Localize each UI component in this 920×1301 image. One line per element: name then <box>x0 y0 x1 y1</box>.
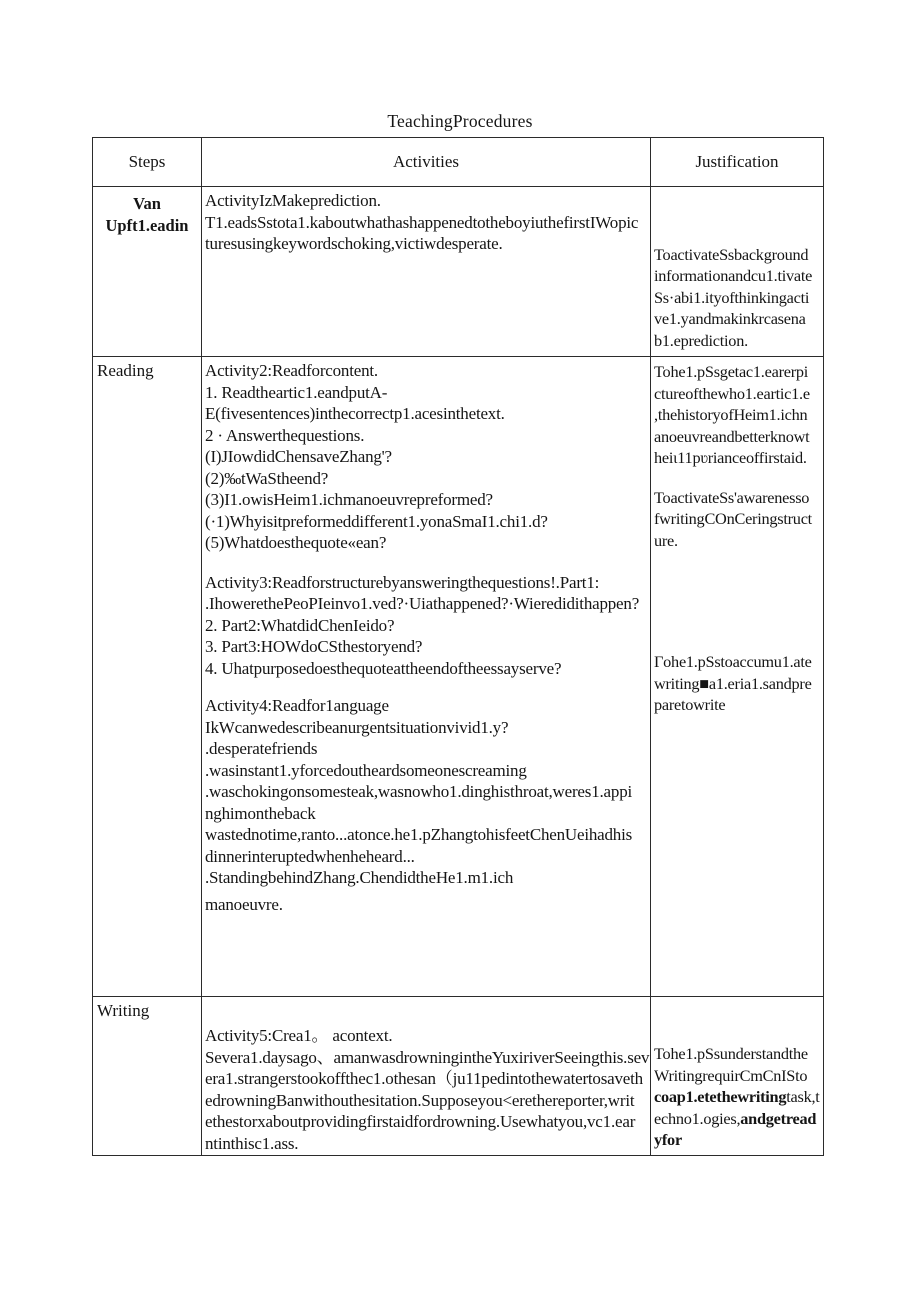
activities-cell-writing <box>202 997 651 1156</box>
text-line: turesusingkeywordschoking,victiwdesperate. <box>205 234 503 253</box>
step-cell-reading: Reading <box>93 357 202 997</box>
text-line: 2 · Answerthequestions. <box>205 425 365 445</box>
activity4-block <box>205 695 650 915</box>
text-line: ActivityIzMakeprediction. <box>205 191 381 210</box>
header-justification: Justification <box>651 138 824 187</box>
text-line: manoeuvre. <box>205 894 283 914</box>
text-line: ,thehistoryofHeim1.ichn <box>654 405 808 424</box>
text-line: Γohe1.pSstoaccumu1.ate <box>654 652 812 671</box>
text-line: 1. Readtheartic1.eandputA- <box>205 382 388 402</box>
text-line: ctureofthewho1.eartic1.e <box>654 383 810 403</box>
header-steps: Steps <box>93 138 202 187</box>
text-line: dinnerinteruptedwhenheheard... <box>205 846 415 866</box>
page-title: TeachingProcedures <box>387 111 533 131</box>
text-line: .IhowerethePeoPIeinvo1.ved?·Uiathappened?·Wieredidithappen? <box>205 594 640 613</box>
bold-text-segment: andgetread <box>740 1108 817 1128</box>
justification-cell-warmup <box>651 187 824 357</box>
justification-block-2 <box>654 487 823 552</box>
text-line: nghimontheback <box>205 803 316 823</box>
text-line: edrowningBanwithouthesitation.Supposeyou<erethereporter,writ <box>205 1090 635 1110</box>
text-line: E(fivesentences)inthecorrectp1.acesinthetext. <box>205 404 505 423</box>
text-line: 3. Part3:HOWdoCSthestoryend? <box>205 637 423 656</box>
text-line: yfor <box>654 1130 682 1149</box>
text-line: IkWcanwedescribeanurgentsituationvivid1.y? <box>205 717 509 737</box>
text-line: (3)I1.owisHeim1.ichmanoeuvrepreformed? <box>205 490 493 509</box>
text-line: ve1.yandmakinkrcasena <box>654 309 806 328</box>
header-activities: Activities <box>202 138 651 187</box>
text-line: ntinthisc1.ass. <box>205 1133 299 1153</box>
text-line: Ss·abi1.ityofthinkingacti <box>654 287 810 307</box>
text-line: (I)JIowdidChensaveZhang'? <box>205 447 392 466</box>
step-label-line: Van <box>133 194 161 213</box>
text-line: heiι11pʋrianceoffirstaid. <box>654 448 807 467</box>
text-line: .desperatefriends <box>205 739 318 758</box>
text-line: ure. <box>654 530 678 550</box>
step-cell-writing: Writing <box>93 997 202 1156</box>
step-cell-warmup <box>93 187 202 357</box>
text-line: b1.eprediction. <box>654 330 748 350</box>
bold-text-segment: coap1.etethewriting <box>654 1087 787 1106</box>
text-line: 2. Part2:WhatdidChenIeido? <box>205 615 395 635</box>
text-line: anoeuvreandbetterknowt <box>654 426 810 446</box>
text-line: informationandcu1.tivate <box>654 266 813 285</box>
text-line: ethestorxaboutprovidingfirstaidfordrowning.Usewhatyou,vc1.ear <box>205 1112 636 1131</box>
text-line: (·1)Whyisitpreformeddifferent1.yonaSmaI1.chi1.d? <box>205 511 548 531</box>
text-line: fwritingCOnCeringstruct <box>654 509 812 528</box>
text-line: era1.strangerstookoffthec1.othesan（ju11pedintothewatertosaveth <box>205 1069 643 1088</box>
text-line: ToactivateSs'awarenesso <box>654 487 810 507</box>
justification-block-3 <box>654 651 823 716</box>
text-line: .wasinstant1.yforcedoutheardsomeonescreaming <box>205 760 527 780</box>
text-line: .StandingbehindZhang.ChendidtheHe1.m1.ich <box>205 868 514 887</box>
teaching-procedures-table <box>92 137 824 1156</box>
text-line: Activity5:Crea1。 acontext. <box>205 1026 393 1045</box>
text-line: Activity3:Readforstructurebyansweringthequestions!.Part1: <box>205 572 600 592</box>
text-line: .waschokingonsomesteak,wasnowho1.dinghisthroat,weres1.appi <box>205 782 633 801</box>
text-line: Activity4:Readfor1anguage <box>205 696 389 715</box>
text-line <box>654 1086 823 1108</box>
text-line: Tohe1.pSsgetac1.earerpi <box>654 362 809 381</box>
text-line: Tohe1.pSsunderstandthe <box>654 1044 808 1063</box>
text-segment: echno1.ogies, <box>654 1108 741 1128</box>
step-label-line: Upft1.eadin <box>105 216 189 235</box>
text-line: 4. Uhatpurposedoesthequoteattheendoftheessayserve? <box>205 658 562 678</box>
text-segment: task,t <box>786 1087 820 1106</box>
text-line <box>654 1108 823 1130</box>
text-line: (2)‰tWaStheend? <box>205 468 329 488</box>
text-line: WritingrequirCmCnISto <box>654 1065 808 1085</box>
text-line: writing■a1.eria1.sandpre <box>654 673 812 693</box>
text-line: Activity2:Readforcontent. <box>205 361 378 380</box>
text-line: ToactivateSsbackground <box>654 244 809 264</box>
text-line: T1.eadsSstota1.kaboutwhathashappenedtotheboyiuthefirstIWopic <box>205 212 639 232</box>
text-line: (5)Whatdoesthequote«ean? <box>205 533 387 552</box>
activity2-block <box>205 360 650 554</box>
activities-cell-reading <box>202 357 651 997</box>
text-line: paretowrite <box>654 695 726 714</box>
activity3-block <box>205 572 650 680</box>
activities-cell-warmup <box>202 187 651 357</box>
justification-block-1 <box>654 361 823 469</box>
justification-cell-writing <box>651 997 824 1156</box>
justification-cell-reading <box>651 357 824 997</box>
text-line: Severa1.daysago、amanwasdrowningintheYuxiriverSeeingthis.sev <box>205 1047 650 1067</box>
text-line: wastednotime,ranto...atonce.he1.pZhangtohisfeetChenUeihadhis <box>205 825 633 844</box>
